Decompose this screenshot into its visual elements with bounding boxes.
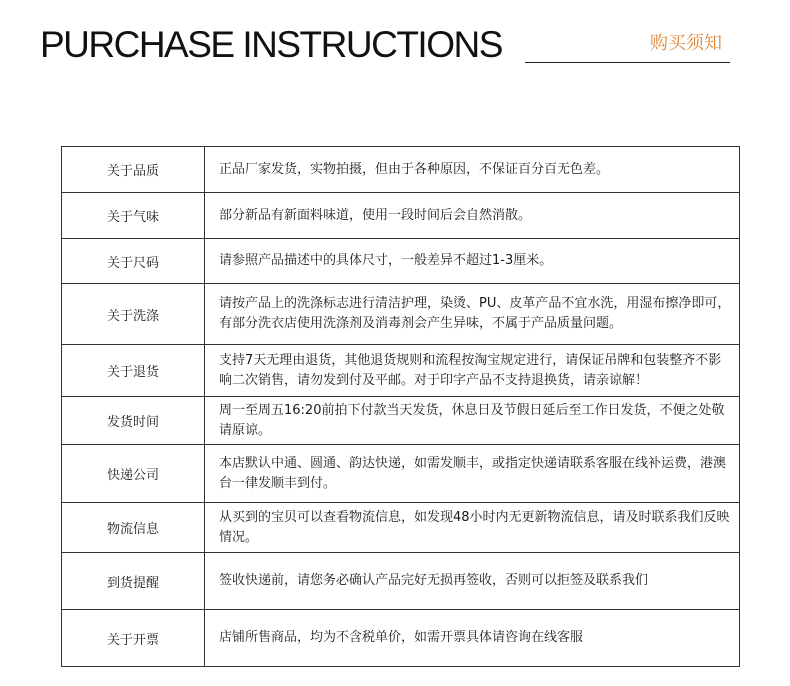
row-label: 关于退货 bbox=[62, 345, 205, 397]
page-title: PURCHASE INSTRUCTIONS bbox=[40, 24, 502, 65]
table-row-logistics bbox=[62, 503, 740, 553]
title-underline bbox=[525, 62, 730, 63]
table-row-quality bbox=[62, 147, 740, 193]
row-label: 快递公司 bbox=[62, 445, 205, 503]
row-label: 到货提醒 bbox=[62, 553, 205, 610]
row-content: 支持7天无理由退货，其他退货规则和流程按淘宝规定进行，请保证吊牌和包装整齐不影响二次销售，请勿发到付及平邮。对于印字产品不支持退换货，请亲谅解！ bbox=[205, 345, 740, 397]
row-content: 部分新品有新面料味道，使用一段时间后会自然消散。 bbox=[205, 193, 740, 239]
table-row-invoice bbox=[62, 610, 740, 667]
table-row-returns bbox=[62, 345, 740, 397]
table-row-size bbox=[62, 239, 740, 284]
table-row-shipping-time bbox=[62, 397, 740, 445]
table-row-arrival bbox=[62, 553, 740, 610]
row-content: 从买到的宝贝可以查看物流信息，如发现48小时内无更新物流信息，请及时联系我们反映情况。 bbox=[205, 503, 740, 553]
row-content: 正品厂家发货，实物拍摄，但由于各种原因，不保证百分百无色差。 bbox=[205, 147, 740, 193]
page-subtitle: 购买须知 bbox=[650, 33, 722, 54]
row-content: 请按产品上的洗涤标志进行清洁护理，染烫、PU、皮革产品不宜水洗，用湿布擦净即可，有部分洗衣店使用洗涤剂及消毒剂会产生异味，不属于产品质量问题。 bbox=[205, 284, 740, 345]
row-label: 发货时间 bbox=[62, 397, 205, 445]
row-label: 关于品质 bbox=[62, 147, 205, 193]
row-label: 关于气味 bbox=[62, 193, 205, 239]
table-row-courier bbox=[62, 445, 740, 503]
row-label: 关于洗涤 bbox=[62, 284, 205, 345]
row-content: 本店默认中通、圆通、韵达快递，如需发顺丰，或指定快递请联系客服在线补运费，港澳台一律发顺丰到付。 bbox=[205, 445, 740, 503]
page-header bbox=[40, 22, 730, 72]
row-content: 签收快递前，请您务必确认产品完好无损再签收，否则可以拒签及联系我们 bbox=[205, 553, 740, 610]
row-content: 店铺所售商品，均为不含税单价，如需开票具体请咨询在线客服 bbox=[205, 610, 740, 667]
table-row-smell bbox=[62, 193, 740, 239]
table-row-washing bbox=[62, 284, 740, 345]
row-label: 物流信息 bbox=[62, 503, 205, 553]
row-content: 请参照产品描述中的具体尺寸，一般差异不超过1-3厘米。 bbox=[205, 239, 740, 284]
row-label: 关于开票 bbox=[62, 610, 205, 667]
instructions-table bbox=[61, 146, 740, 667]
row-label: 关于尺码 bbox=[62, 239, 205, 284]
row-content: 周一至周五16:20前拍下付款当天发货，休息日及节假日延后至工作日发货，不便之处敬请原谅。 bbox=[205, 397, 740, 445]
